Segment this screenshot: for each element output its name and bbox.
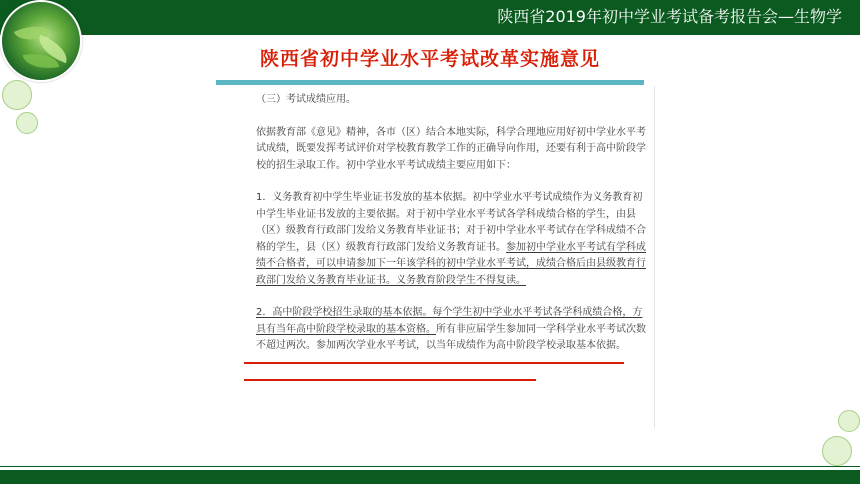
decor-bubble-icon xyxy=(16,112,38,134)
item-1-paragraph xyxy=(256,190,646,289)
top-banner xyxy=(0,0,860,35)
item-1-underline-2: 义务教育阶段学生不得复读。 xyxy=(396,274,526,286)
section-title: （三）考试成绩应用。 xyxy=(256,94,356,105)
decor-bubble-icon xyxy=(822,436,852,466)
slide-heading: 陕西省初中学业水平考试改革实施意见 xyxy=(259,48,600,70)
item-1-underline-1: 参加初中学业水平考试有学科成绩不合格者，可以申请参加下一年该学科的初中学业水平考试，成绩合格后由县级教育行政部门发给义务教育毕业证书。 xyxy=(256,241,646,286)
footer-rule xyxy=(0,466,860,467)
document-body xyxy=(256,92,646,371)
decor-bubble-icon xyxy=(838,410,860,432)
red-highlight-line-2 xyxy=(244,379,536,381)
item-1-text: 1．义务教育初中学生毕业证书发放的基本依据。初中学业水平考试成绩作为义务教育初中学生毕业证书发放的主要依据。对于初中学业水平考试各学科成绩合格的学生，由县（区）级教育行政部门发给义务教育毕业证书；对于初中学业水平考试存在学科成绩不合格的学生，县（区）级教育行政部门发给义务教育证书。 xyxy=(256,192,646,253)
intro-paragraph: 依据教育部《意见》精神，各市（区）结合本地实际，科学合理地应用好初中学业水平考试成绩，既要发挥考试评价对学校教育教学工作的正确导向作用，还要有利于高中阶段学校的招生录取工作。初中学业水平考试成绩主要应用如下： xyxy=(256,126,646,171)
item-2-text: 所有非应届学生参加同一学科学业水平考试次数不超过两次。参加两次学业水平考试，以当年成绩作为高中阶段学校录取基本依据。 xyxy=(256,323,646,351)
item-2-underline: 2．高中阶段学校招生录取的基本依据。每个学生初中学业水平考试各学科成绩合格，方具有当年高中阶段学校录取的基本资格。 xyxy=(256,307,643,335)
document-excerpt xyxy=(216,86,655,428)
red-highlight-line-1 xyxy=(244,362,624,364)
decor-bubble-icon xyxy=(2,80,32,110)
item-2-paragraph xyxy=(256,305,646,355)
heading-divider xyxy=(216,80,644,85)
presentation-title: 陕西省2019年初中学业考试备考报告会—生物学 xyxy=(497,7,842,26)
footer-banner xyxy=(0,470,860,484)
